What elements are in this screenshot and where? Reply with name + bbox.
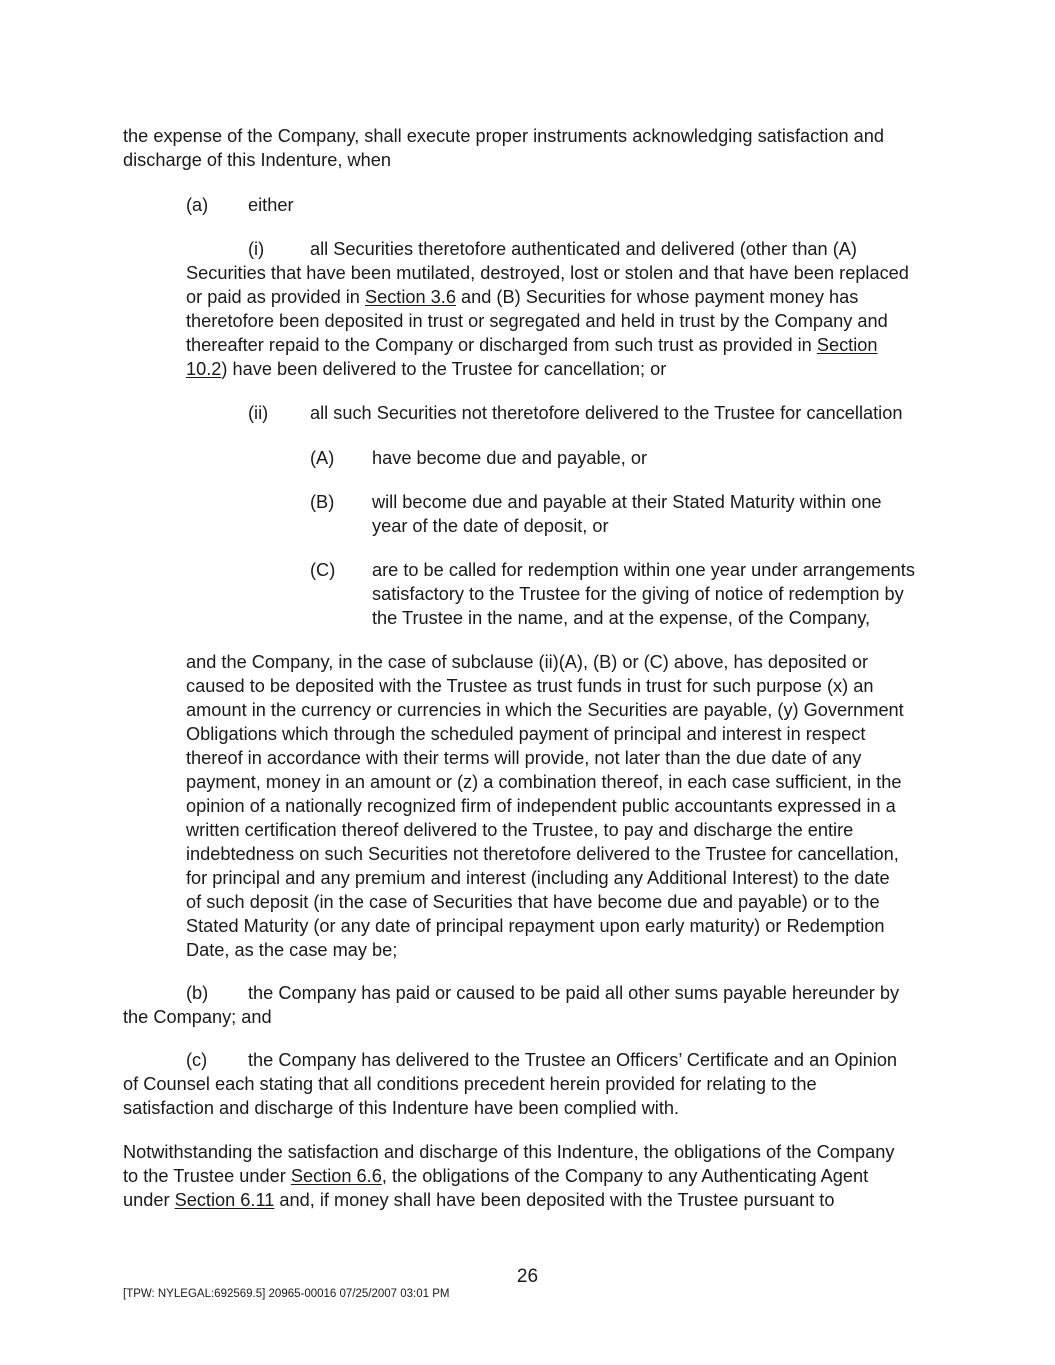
clause-a-text: either — [248, 195, 294, 215]
deposit-text-line: written certification thereof delivered to the Trustee, to pay and discharge the entire — [186, 820, 854, 840]
section-6-6-link[interactable]: Section 6.6 — [290, 1166, 382, 1186]
clause-label-ii: (ii) — [248, 403, 269, 423]
clause-i-text: all Securities theretofore authenticated and delivered (other than (A) — [310, 239, 857, 259]
clause-label-b: (b) — [186, 983, 209, 1003]
clause-i-text: thereafter repaid to the Company or discharged from such trust as provided in Section — [186, 335, 878, 355]
document-footer: [TPW: NYLEGAL:692569.5] 20965-00016 07/25/2007 03:01 PM — [123, 1288, 450, 1300]
section-10-2-link[interactable]: Section — [816, 335, 878, 355]
deposit-text-line: caused to be deposited with the Trustee as trust funds in trust for such purpose (x) an — [186, 676, 874, 696]
clause-C-text: are to be called for redemption within one year under arrangements — [372, 560, 915, 580]
clause-c-text: the Company has delivered to the Trustee an Officers’ Certificate and an Opinion — [248, 1050, 898, 1070]
body-text-line: discharge of this Indenture, when — [123, 150, 391, 170]
deposit-text-line: opinion of a nationally recognized firm of independent public accountants expressed in a — [186, 796, 896, 816]
deposit-text-line: Stated Maturity (or any date of principal repayment upon early maturity) or Redemption — [186, 916, 885, 936]
deposit-text-line: payment, money in an amount or (z) a combination thereof, in each case sufficient, in the — [186, 772, 902, 792]
clause-c-text: satisfaction and discharge of this Indenture have been complied with. — [123, 1098, 680, 1118]
deposit-text-line: amount in the currency or currencies in which the Securities are payable, (y) Government — [186, 700, 904, 720]
deposit-text-line: for principal and any premium and interest (including any Additional Interest) to the date — [186, 868, 890, 888]
section-10-2-link[interactable]: 10.2 — [186, 359, 222, 379]
notwithstanding-text-line: under Section 6.11 and, if money shall have been deposited with the Trustee pursuant to — [123, 1190, 835, 1210]
notwithstanding-text-line: to the Trustee under Section 6.6, the obligations of the Company to any Authenticating Agent — [123, 1166, 869, 1186]
section-6-11-link[interactable]: Section 6.11 — [174, 1190, 275, 1210]
deposit-text-line: thereof in accordance with their terms will provide, not later than the due date of any — [186, 748, 862, 768]
clause-label-a: (a) — [186, 195, 209, 215]
deposit-text-line: of such deposit (in the case of Securities that have become due and payable) or to the — [186, 892, 880, 912]
clause-label-c: (c) — [186, 1050, 208, 1070]
clause-B-text: will become due and payable at their Stated Maturity within one — [372, 492, 882, 512]
clause-b-text: the Company has paid or caused to be paid all other sums payable hereunder by — [248, 983, 900, 1003]
clause-C-text: satisfactory to the Trustee for the giving of notice of redemption by — [372, 584, 904, 604]
clause-B-text: year of the date of deposit, or — [372, 516, 609, 536]
section-3-6-link[interactable]: Section 3.6 — [364, 287, 456, 307]
page-number: 26 — [516, 1266, 539, 1287]
clause-label-A: (A) — [310, 448, 335, 468]
clause-i-text: or paid as provided in Section 3.6 and (B) Securities for whose payment money has — [186, 287, 859, 307]
deposit-text-line: Date, as the case may be; — [186, 940, 398, 960]
clause-label-B: (B) — [310, 492, 335, 512]
body-text-line: the expense of the Company, shall execute proper instruments acknowledging satisfaction and — [123, 126, 884, 146]
deposit-text-line: and the Company, in the case of subclause (ii)(A), (B) or (C) above, has deposited or — [186, 652, 869, 672]
deposit-text-line: indebtedness on such Securities not theretofore delivered to the Trustee for cancellation, — [186, 844, 899, 864]
clause-label-C: (C) — [310, 560, 336, 580]
clause-ii-text: all such Securities not theretofore delivered to the Trustee for cancellation — [310, 403, 903, 423]
clause-i-text: theretofore been deposited in trust or segregated and held in trust by the Company and — [186, 311, 888, 331]
deposit-text-line: Obligations which through the scheduled payment of principal and interest in respect — [186, 724, 866, 744]
clause-c-text: of Counsel each stating that all conditions precedent herein provided for relating to the — [123, 1074, 817, 1094]
clause-i-text: 10.2) have been delivered to the Trustee for cancellation; or — [186, 359, 667, 379]
clause-label-i: (i) — [248, 239, 265, 259]
clause-A-text: have become due and payable, or — [372, 448, 648, 468]
notwithstanding-text-line: Notwithstanding the satisfaction and discharge of this Indenture, the obligations of the Company — [123, 1142, 895, 1162]
clause-C-text: the Trustee in the name, and at the expense, of the Company, — [372, 608, 871, 628]
clause-i-text: Securities that have been mutilated, destroyed, lost or stolen and that have been replaced — [186, 263, 909, 283]
clause-b-text: the Company; and — [123, 1007, 272, 1027]
